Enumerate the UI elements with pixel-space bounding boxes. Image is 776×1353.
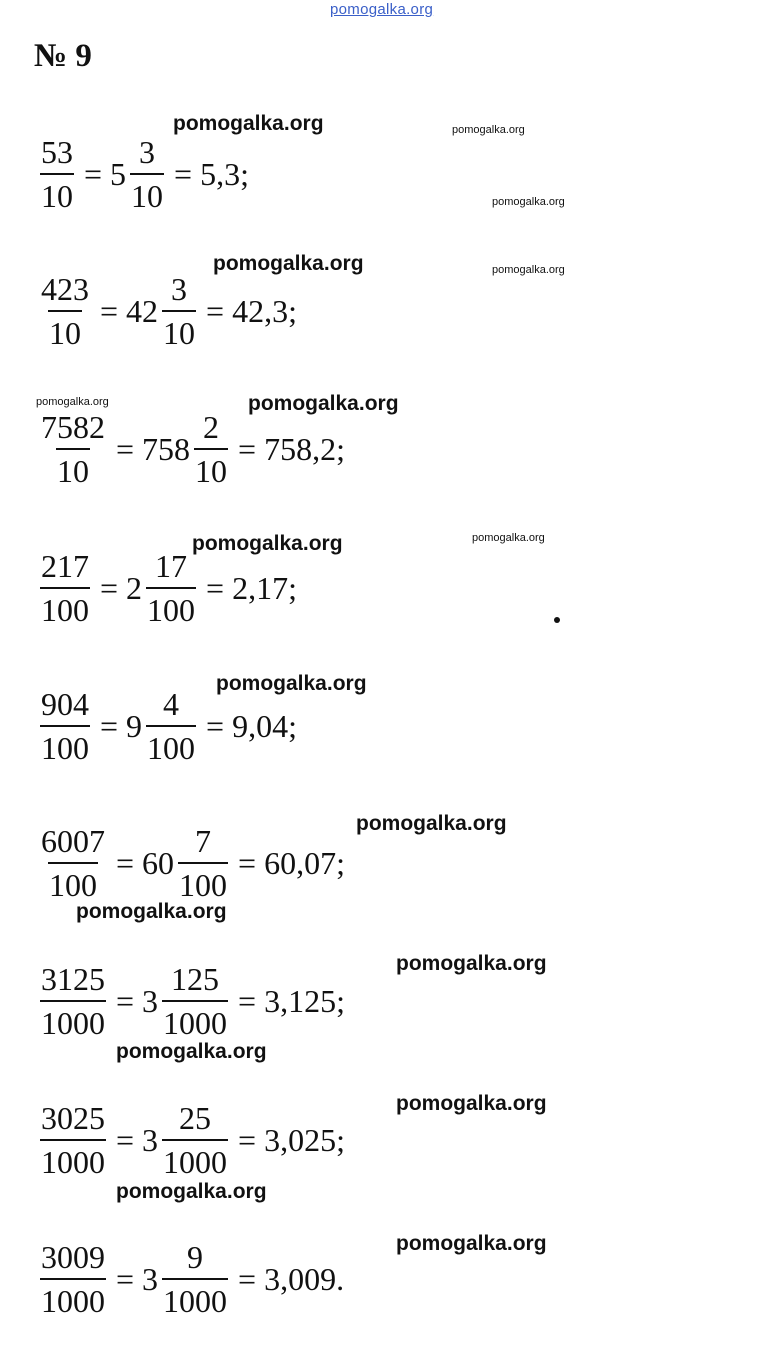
decimal-result: 5,3;	[200, 156, 249, 192]
improper-fraction	[40, 273, 90, 349]
proper-fraction	[146, 550, 196, 626]
watermark: pomogalka.org	[213, 252, 364, 275]
improper-fraction	[40, 825, 106, 901]
denominator: 10	[162, 310, 196, 349]
improper-fraction	[40, 963, 106, 1039]
numerator: 904	[41, 686, 89, 722]
watermark: pomogalka.org	[356, 812, 507, 835]
numerator: 53	[41, 134, 73, 170]
watermark: pomogalka.org	[216, 672, 367, 695]
denominator: 100	[40, 587, 90, 626]
numerator: 3025	[41, 1100, 105, 1136]
improper-fraction	[40, 411, 106, 487]
improper-fraction	[40, 550, 90, 626]
watermark: pomogalka.org	[396, 952, 547, 975]
task-title: № 9	[34, 38, 92, 74]
watermark: pomogalka.org	[472, 532, 545, 544]
watermark: pomogalka.org	[76, 900, 227, 923]
numerator: 125	[171, 961, 220, 997]
watermark: pomogalka.org	[396, 1232, 547, 1255]
equation-row	[40, 268, 297, 354]
equals-sign: =	[100, 570, 119, 606]
denominator: 100	[146, 725, 196, 764]
equation-row	[40, 131, 249, 217]
improper-fraction	[40, 136, 74, 212]
decimal-result: 60,07;	[264, 845, 345, 881]
decimal-result: 3,125;	[264, 983, 345, 1019]
equals-sign: =	[116, 845, 135, 881]
improper-fraction	[40, 1241, 106, 1317]
decimal-result: 758,2;	[264, 431, 345, 467]
whole-part: 758	[142, 431, 191, 467]
numerator: 3	[171, 271, 188, 307]
watermark: pomogalka.org	[173, 112, 324, 135]
numerator: 25	[179, 1100, 212, 1136]
watermark: pomogalka.org	[192, 532, 343, 555]
equals-sign: =	[238, 845, 257, 881]
numerator: 4	[163, 686, 180, 722]
watermark: pomogalka.org	[492, 196, 565, 208]
denominator: 100	[48, 862, 98, 901]
denominator: 1000	[162, 1000, 228, 1039]
watermark: pomogalka.org	[248, 392, 399, 415]
decimal-result: 2,17;	[232, 570, 297, 606]
equation-row	[40, 545, 297, 631]
proper-fraction	[162, 963, 228, 1039]
denominator: 10	[130, 173, 164, 212]
numerator: 7	[195, 823, 212, 859]
watermark: pomogalka.org	[116, 1180, 267, 1203]
equals-sign: =	[206, 570, 225, 606]
equation-row	[40, 820, 345, 906]
decimal-result: 9,04;	[232, 708, 297, 744]
equals-sign: =	[116, 1261, 135, 1297]
whole-part: 3	[142, 983, 159, 1019]
equals-sign: =	[84, 156, 103, 192]
equals-sign: =	[206, 708, 225, 744]
watermark: pomogalka.org	[36, 396, 109, 408]
whole-part: 60	[142, 845, 175, 881]
whole-part: 2	[126, 570, 143, 606]
equals-sign: =	[238, 1261, 257, 1297]
numerator: 7582	[41, 409, 105, 445]
proper-fraction	[162, 273, 196, 349]
denominator: 1000	[40, 1000, 106, 1039]
site-link[interactable]: pomogalka.org	[330, 1, 434, 18]
equals-sign: =	[116, 1122, 135, 1158]
equals-sign: =	[238, 431, 257, 467]
equation-row	[40, 1236, 344, 1322]
denominator: 10	[194, 448, 228, 487]
numerator: 3009	[41, 1239, 105, 1275]
numerator: 17	[155, 548, 188, 584]
numerator: 9	[187, 1239, 204, 1275]
decimal-result: 3,025;	[264, 1122, 345, 1158]
numerator: 3	[139, 134, 156, 170]
whole-part: 9	[126, 708, 143, 744]
denominator: 1000	[162, 1278, 228, 1317]
denominator: 100	[178, 862, 228, 901]
proper-fraction	[130, 136, 164, 212]
watermark: pomogalka.org	[396, 1092, 547, 1115]
whole-part: 3	[142, 1122, 159, 1158]
proper-fraction	[178, 825, 228, 901]
equals-sign: =	[174, 156, 193, 192]
proper-fraction	[162, 1241, 228, 1317]
equals-sign: =	[116, 431, 135, 467]
stray-dot	[554, 617, 560, 623]
equals-sign: =	[116, 983, 135, 1019]
whole-part: 5	[110, 156, 127, 192]
proper-fraction	[146, 688, 196, 764]
watermark: pomogalka.org	[116, 1040, 267, 1063]
numerator: 2	[203, 409, 220, 445]
proper-fraction	[162, 1102, 228, 1178]
denominator: 10	[48, 310, 82, 349]
denominator: 1000	[40, 1278, 106, 1317]
denominator: 10	[40, 173, 74, 212]
denominator: 10	[56, 448, 90, 487]
equals-sign: =	[100, 293, 119, 329]
numerator: 6007	[41, 823, 105, 859]
improper-fraction	[40, 688, 90, 764]
numerator: 423	[41, 271, 89, 307]
equation-row	[40, 406, 345, 492]
equals-sign: =	[238, 1122, 257, 1158]
numerator: 3125	[41, 961, 105, 997]
decimal-result: 3,009.	[264, 1261, 345, 1297]
equation-row	[40, 1097, 345, 1183]
decimal-result: 42,3;	[232, 293, 297, 329]
improper-fraction	[40, 1102, 106, 1178]
watermark: pomogalka.org	[492, 264, 565, 276]
equals-sign: =	[206, 293, 225, 329]
equals-sign: =	[238, 983, 257, 1019]
watermark: pomogalka.org	[452, 124, 525, 136]
numerator: 217	[41, 548, 89, 584]
proper-fraction	[194, 411, 228, 487]
denominator: 100	[146, 587, 196, 626]
denominator: 1000	[40, 1139, 106, 1178]
whole-part: 3	[142, 1261, 159, 1297]
equation-row	[40, 958, 345, 1044]
equals-sign: =	[100, 708, 119, 744]
denominator: 1000	[162, 1139, 228, 1178]
whole-part: 42	[126, 293, 159, 329]
denominator: 100	[40, 725, 90, 764]
